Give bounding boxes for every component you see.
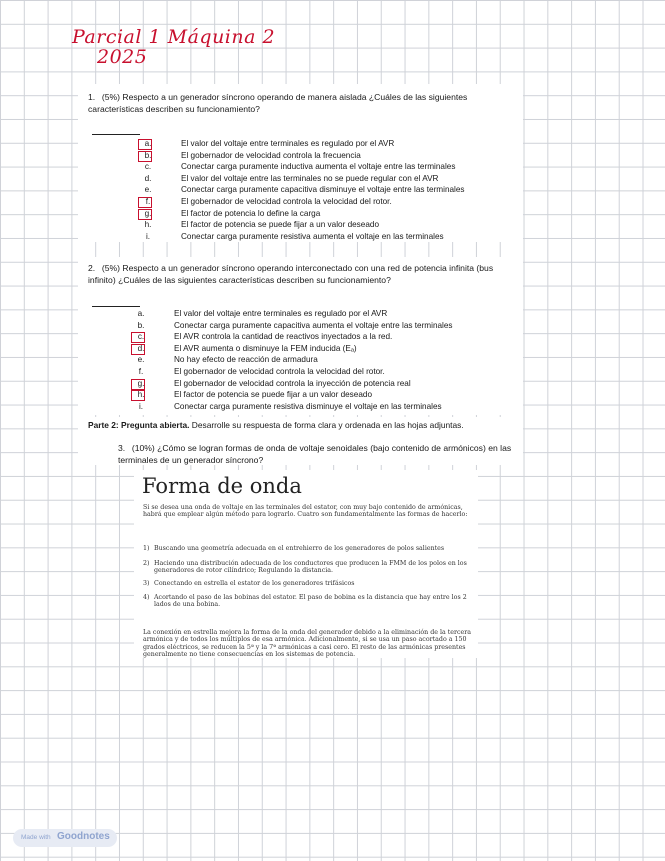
q1-option-h: h. El factor de potencia se puede fijar a un valor deseado: [144, 220, 379, 230]
q1-option-d: d. El valor del voltaje entre las terminales no se puede regular con el AVR: [144, 173, 439, 183]
q1-option-c: c. Conectar carga puramente inductiva aumenta el voltaje entre las terminales: [144, 162, 456, 172]
part-2-heading: Parte 2: Pregunta abierta. Desarrolle su respuesta de forma clara y ordenada en las hojas adjuntas.: [88, 420, 464, 430]
q2-option-f: f. El gobernador de velocidad controla la velocidad del rotor.: [138, 366, 385, 376]
q1-option-b: b. El gobernador de velocidad controla la frecuencia: [140, 150, 520, 162]
answer-clip: Forma de onda Si se desea una onda de voltaje en las terminales del estator, con muy bajo contenido de armónicas, habrá que emplear algún método para lograrlo. Cuatro son fundamentalmente las formas de hacerlo: 1) Buscando una geometría adecuada en el entrehierro de los generadores de polos salientes 2) Haciendo una distribución adecuada de los conductores que producen la FMM de los polos en los generadores de rotor cilíndrico; Regulando la distancia. 3) Conectando en estrella el estator de los generadores trifásicos 4) Acortando el paso de las bobinas del estator. El paso de bobina es la distancia que hay entre los 2 lados de una bobina. La conexión en estrella mejora la forma de la onda del generador debido a la eliminación de la tercera armónica y de todos los múltiplos de esa armónica. Adicionalmente, si se usa un paso acortado a 150 grados eléctricos, se reducen la 5ª y la 7ª armónicas a casi cero. El resto de las armónicas presentes generalmente no tiene consecuencias en los sistemas de potencia.: [134, 470, 478, 658]
question-1-text: 1. (5%) Respecto a un generador síncrono operando de manera aislada ¿Cuáles de las siguientes características describen su funcionamiento?: [88, 92, 468, 114]
question-2-sheet: [78, 257, 523, 415]
q1-option-f: f. El gobernador de velocidad controla la velocidad del rotor.: [140, 196, 520, 208]
red-mark-box: [131, 344, 145, 355]
answer-intro: Si se desea una onda de voltaje en las terminales del estator, con muy bajo contenido de armónicas, habrá que emplear algún método para lograrlo. Cuatro son fundamentalmente las formas de hacerlo:: [143, 504, 468, 519]
part-2-sheet: [78, 417, 523, 465]
red-mark-box: [131, 390, 145, 401]
answer-conclusion: La conexión en estrella mejora la forma de la onda del generador debido a la eliminación de la tercera armónica y de todos los múltiplos de esa armónica. Adicionalmente, si se usa un paso acortado a 150 grados eléctricos, se reducen la 5ª y la 7ª armónicas a casi cero. El resto de las armónicas presentes generalmente no tiene consecuencias en los sistemas de potencia.: [143, 629, 472, 658]
q2-option-g: g. El gobernador de velocidad controla la inyección de potencia real: [133, 378, 518, 390]
q2-option-d: d. El AVR aumenta o disminuye la FEM inducida (Eₐ): [133, 343, 518, 355]
red-mark-box: [138, 151, 152, 162]
q2-option-c: c. El AVR controla la cantidad de reactivos inyectados a la red.: [133, 331, 518, 343]
q2-option-e: e. No hay efecto de reacción de armadura: [137, 355, 318, 365]
red-mark-box: [138, 197, 152, 208]
question-1-answer-blank: [92, 134, 140, 135]
question-2-text: 2. (5%) Respecto a un generador síncrono operando interconectado con una red de potencia infinita (bus infinito) ¿Cuáles de las siguientes características describen su funcionamiento?: [88, 263, 494, 285]
question-2-options: [133, 308, 518, 412]
q2-option-h: h. El factor de potencia se puede fijar a un valor deseado: [133, 389, 518, 401]
handwritten-year: 2025: [97, 46, 148, 68]
q2-option-b: b. Conectar carga puramente capacitiva aumenta el voltaje entre las terminales: [137, 320, 453, 330]
question-1-options: [140, 138, 520, 242]
q1-option-a: a. El valor del voltaje entre terminales es regulado por el AVR: [140, 138, 520, 150]
question-3-text: 3. (10%) ¿Cómo se logran formas de onda de voltaje senoidales (bajo contenido de armónicos) en las terminales de un generador síncrono?: [118, 443, 512, 465]
question-1-sheet: [78, 84, 523, 242]
q2-option-a: a. El valor del voltaje entre terminales es regulado por el AVR: [137, 309, 388, 318]
goodnotes-brand: Goodnotes: [57, 831, 110, 842]
red-mark-box: [131, 332, 145, 343]
answer-title: Forma de onda: [142, 474, 302, 498]
goodnotes-watermark: [13, 829, 117, 847]
question-2-answer-blank: [92, 306, 140, 307]
made-with-label: Made with: [21, 834, 51, 841]
q1-option-e: e. Conectar carga puramente capacitiva disminuye el voltaje entre las terminales: [144, 185, 465, 195]
red-mark-box: [138, 139, 152, 150]
red-mark-box: [131, 379, 145, 390]
q2-option-i: i. Conectar carga puramente resistiva disminuye el voltaje en las terminales: [138, 401, 442, 411]
red-mark-box: [138, 209, 152, 220]
handwritten-title: Parcial 1 Máquina 2: [72, 26, 276, 48]
q1-option-g: g. El factor de potencia lo define la carga: [140, 208, 520, 220]
q1-option-i: i. Conectar carga puramente resistiva aumenta el voltaje en las terminales: [145, 231, 444, 241]
